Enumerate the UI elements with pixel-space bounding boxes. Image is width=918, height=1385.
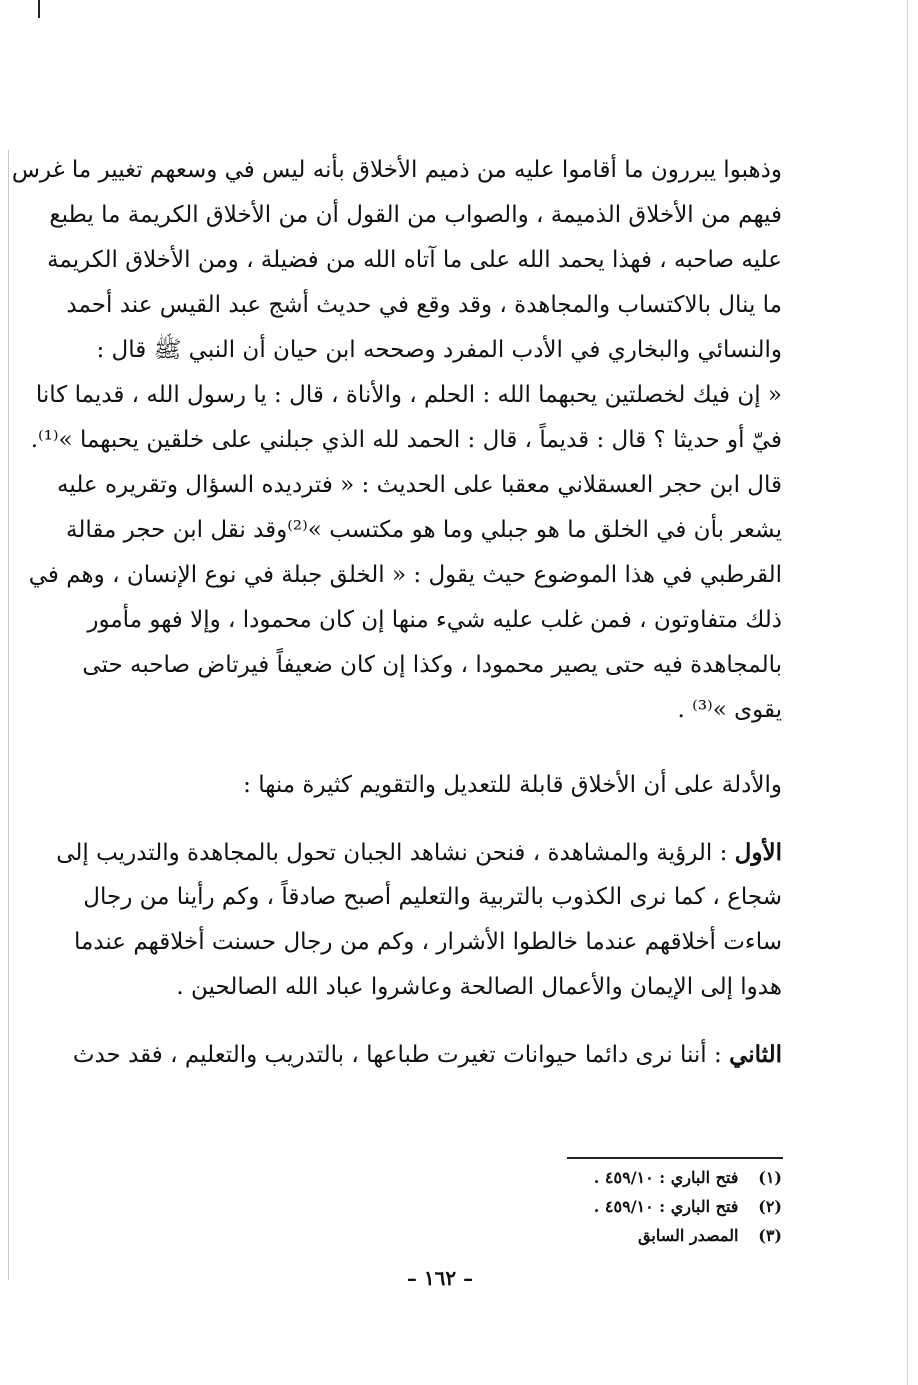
text-line: قال ابن حجر العسقلاني معقبا على الحديث : « فترديده السؤال وتقريره عليه [57,472,782,498]
text-line: ذلك متفاوتون ، فمن غلب عليه شيء منها إن كان محمودا ، وإلا فهو مأمور [87,607,782,633]
footnote-number: (٢) [758,1197,782,1216]
footnote-text: فتح الباري : ٤٥٩/١٠ . [593,1168,739,1187]
footnote-separator [567,1157,783,1159]
main-text [11,148,782,1077]
point-heading: الأول [734,839,782,866]
paragraph-1 [11,148,782,733]
paragraph-3 [56,830,782,1010]
footnote-text: المصدر السابق [638,1226,739,1245]
paragraph-2 [98,763,782,808]
left-margin-line [8,150,9,1280]
text-line: شجاع ، كما نرى الكذوب بالتربية والتعليم أصبح صادقاً ، وكم رأينا من رجال [83,884,782,910]
text-run: : الرؤية والمشاهدة ، فنحن نشاهد الجبان تحول بالمجاهدة والتدريب إلى [56,840,735,866]
text-run: : أننا نرى دائما حيوانات تغيرت طباعها ، بالتدريب والتعليم ، فقد حدث [72,1042,730,1068]
text-line: ما ينال بالاكتساب والمجاهدة ، وقد وقع في حديث أشج عبد القيس عند أحمد [66,292,782,318]
text-line [56,830,782,875]
text-line: القرطبي في هذا الموضوع حيث يقول : « الخلق جبلة في نوع الإنسان ، وهم في [28,562,782,588]
point-heading: الثاني [729,1041,782,1068]
footnotes [430,1163,782,1250]
text-line: يقوى »⁽³⁾ . [677,697,782,723]
text-line: هدوا إلى الإيمان والأعمال الصالحة وعاشروا عباد الله الصالحين . [176,974,782,1000]
paragraph-spacer [98,1010,782,1032]
right-margin-line [907,0,908,1385]
text-line: وذهبوا يبررون ما أقاموا عليه من ذميم الأخلاق بأنه ليس في وسعهم تغيير ما غرس [11,157,782,183]
footnote-number: (١) [758,1168,782,1187]
footnote-item [430,1192,782,1221]
text-line [72,1032,782,1077]
text-line: عليه صاحبه ، فهذا يحمد الله على ما آتاه الله من فضيلة ، ومن الأخلاق الكريمة [47,247,782,273]
paragraph-spacer [98,808,782,830]
text-line: فيّ أو حديثا ؟ قال : قديماً ، قال : الحمد لله الذي جبلني على خلقين يحبهما »⁽¹⁾. [30,427,782,453]
text-line: بالمجاهدة فيه حتى يصير محمودا ، وكذا إن كان ضعيفاً فيرتاض صاحبه حتى [82,652,782,678]
footnote-item [430,1221,782,1250]
page-number: – ١٦٢ – [406,1266,474,1290]
text-line: والنسائي والبخاري في الأدب المفرد وصححه ابن حيان أن النبي ﷺ قال : [96,337,782,363]
top-margin-mark [38,0,40,18]
text-line: يشعر بأن في الخلق ما هو جبلي وما هو مكتسب »⁽²⁾وقد نقل ابن حجر مقالة [66,517,782,543]
paragraph-4 [72,1032,782,1077]
text-line: « إن فيك لخصلتين يحبهما الله : الحلم ، والأناة ، قال : يا رسول الله ، قديما كانا [35,382,782,408]
paragraph-spacer [98,733,782,763]
text-line: والأدلة على أن الأخلاق قابلة للتعديل والتقويم كثيرة منها : [243,772,782,798]
text-line: ساءت أخلاقهم عندما خالطوا الأشرار ، وكم من رجال حسنت أخلاقهم عندما [73,929,782,955]
footnote-item [430,1163,782,1192]
footnote-text: فتح الباري : ٤٥٩/١٠ . [593,1197,739,1216]
footnote-number: (٣) [758,1226,782,1245]
text-line: فيهم من الأخلاق الذميمة ، والصواب من القول أن من الأخلاق الكريمة ما يطبع [49,202,782,228]
